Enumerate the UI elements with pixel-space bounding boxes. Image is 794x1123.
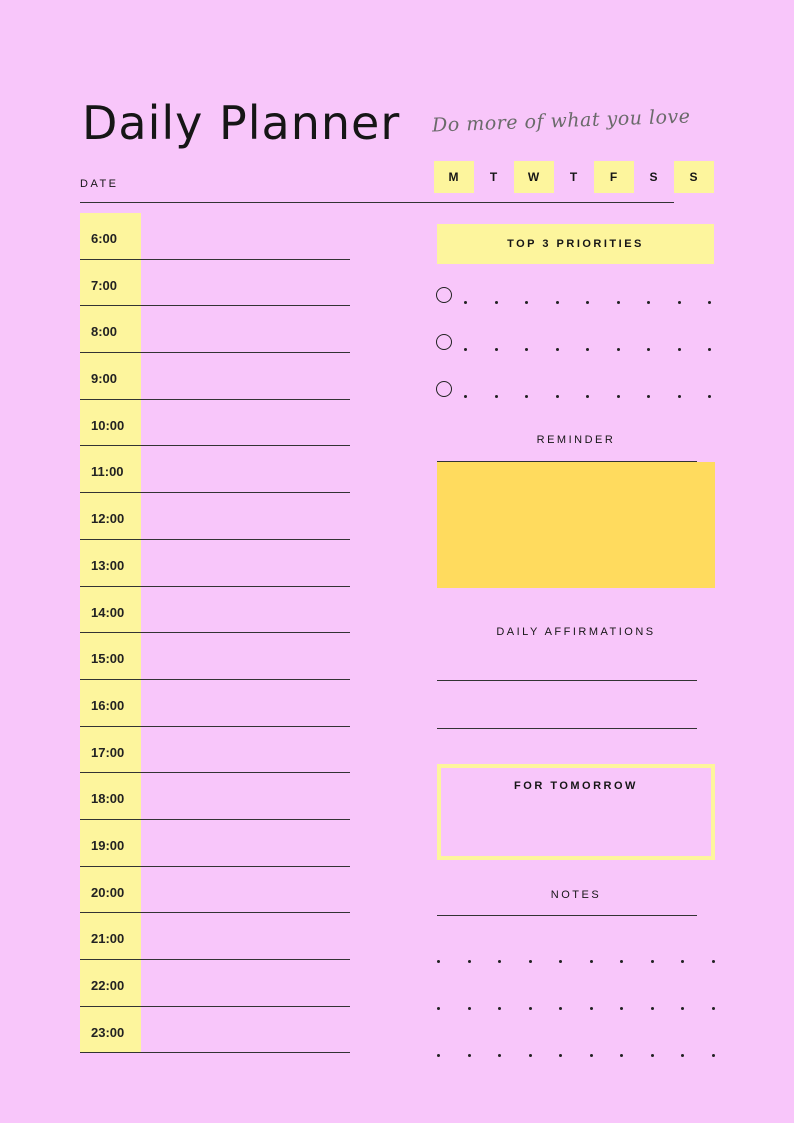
time-slot-line: [80, 1052, 350, 1053]
hourly-schedule: [80, 213, 350, 1053]
time-slot[interactable]: [80, 727, 350, 774]
notes-heading: NOTES: [550, 889, 602, 901]
weekday-selector: [434, 161, 714, 193]
affirmation-line[interactable]: [437, 728, 697, 729]
page-title: Daily Planner: [82, 96, 401, 150]
time-slot[interactable]: [80, 913, 350, 960]
time-slot[interactable]: [80, 867, 350, 914]
time-slot[interactable]: [80, 633, 350, 680]
time-slot[interactable]: [80, 213, 350, 260]
weekday-3[interactable]: T: [569, 170, 579, 184]
time-slot[interactable]: [80, 960, 350, 1007]
for-tomorrow-box[interactable]: [437, 764, 715, 860]
weekday-1[interactable]: T: [489, 170, 499, 184]
tagline: Do more of what you love: [431, 105, 691, 137]
notes-dotted-line: [437, 960, 742, 963]
priority-checkbox[interactable]: [436, 334, 452, 350]
time-label: 15:00: [80, 633, 141, 680]
reminder-box[interactable]: [437, 462, 715, 588]
weekday-2[interactable]: W: [514, 161, 554, 193]
notes-rule: [437, 915, 697, 916]
time-label: 6:00: [80, 213, 141, 260]
weekday-6[interactable]: S: [674, 161, 714, 193]
time-slot[interactable]: [80, 540, 350, 587]
priority-dotted-line: [464, 395, 739, 398]
weekday-0[interactable]: M: [434, 161, 474, 193]
time-label: 13:00: [80, 540, 141, 587]
reminder-heading: REMINDER: [536, 434, 616, 446]
time-slot[interactable]: [80, 306, 350, 353]
time-slot[interactable]: [80, 773, 350, 820]
time-label: 21:00: [80, 913, 141, 960]
date-label: DATE: [80, 178, 119, 190]
time-label: 10:00: [80, 400, 141, 447]
time-slot[interactable]: [80, 493, 350, 540]
notes-dotted-line: [437, 1007, 742, 1010]
time-label: 19:00: [80, 820, 141, 867]
weekday-4[interactable]: F: [594, 161, 634, 193]
priority-dotted-line: [464, 348, 739, 351]
weekday-5[interactable]: S: [649, 170, 659, 184]
time-slot[interactable]: [80, 400, 350, 447]
time-label: 12:00: [80, 493, 141, 540]
time-label: 23:00: [80, 1007, 141, 1054]
time-label: 7:00: [80, 260, 141, 307]
time-label: 18:00: [80, 773, 141, 820]
time-label: 9:00: [80, 353, 141, 400]
affirmations-heading: DAILY AFFIRMATIONS: [496, 626, 656, 638]
time-slot[interactable]: [80, 587, 350, 634]
time-slot[interactable]: [80, 820, 350, 867]
time-label: 20:00: [80, 867, 141, 914]
time-label: 17:00: [80, 727, 141, 774]
for-tomorrow-heading: FOR TOMORROW: [514, 780, 638, 792]
time-slot[interactable]: [80, 446, 350, 493]
priorities-heading: TOP 3 PRIORITIES: [437, 224, 714, 264]
time-label: 14:00: [80, 587, 141, 634]
time-label: 11:00: [80, 446, 141, 493]
priority-dotted-line: [464, 301, 739, 304]
priority-checkbox[interactable]: [436, 381, 452, 397]
time-slot[interactable]: [80, 353, 350, 400]
notes-dotted-line: [437, 1054, 742, 1057]
time-slot[interactable]: [80, 1007, 350, 1054]
time-slot[interactable]: [80, 680, 350, 727]
time-label: 8:00: [80, 306, 141, 353]
date-line: [80, 202, 674, 203]
priority-checkbox[interactable]: [436, 287, 452, 303]
time-label: 22:00: [80, 960, 141, 1007]
affirmation-line[interactable]: [437, 680, 697, 681]
time-slot[interactable]: [80, 260, 350, 307]
time-label: 16:00: [80, 680, 141, 727]
